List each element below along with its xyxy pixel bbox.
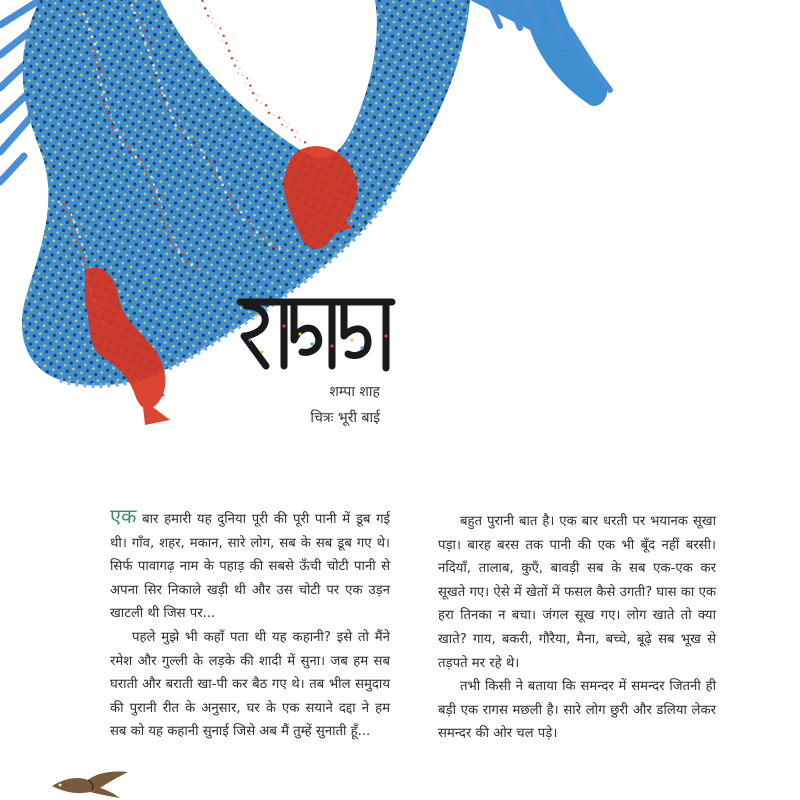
paragraph: बहुत पुरानी बात है। एक बार धरती पर भयानक सूखा पड़ा। बारह बरस तक पानी की एक भी बूँद नहीं बरसी। नदियाँ, तालाब, कुएँ, बावड़ी सब के सब एक-एक कर सूखते गए। ऐसे में खेतों में फसल कैसे उगती? घास का एक हरा तिनका न बचा। जंगल सूख गए। लोग खाते तो क्या खाते? गाय, बकरी, गौरैया, मैना, बच्चे, बूढ़े सब भूख से तड़पते मर रहे थे।	[438, 514, 716, 671]
paragraph	[110, 506, 390, 626]
paragraph: पहले मुझे भी कहाँ पता थी यह कहानी? इसे तो मैंने रमेश और गुल्ली के लड़के की शादी में सुना। जब हम सब घराती और बराती खा-पी कर बैठ गए थे। तब भील समुदाय की पुरानी रीत के अनुसार, घर के एक सयाने दद्दा ने हम सब को यह कहानी सुनाई जिसे अब मैं तुम्हें सुनाती हूँ...	[110, 629, 390, 740]
story-title-art	[236, 296, 396, 374]
author-name: शम्पा शाह	[329, 384, 380, 400]
paragraph: तभी किसी ने बताया कि समन्दर में समन्दर जितनी ही बड़ी एक रागस मछली है। सारे लोग छुरी और डलिया लेकर समन्दर की ओर चल पड़े।	[438, 679, 716, 742]
paragraph-text: बार हमारी यह दुनिया पूरी की पूरी पानी में डूब गई थी। गाँव, शहर, मकान, सारे लोग, सब के सब डूब गए थे। सिर्फ पावागढ़ नाम के पहाड़ की सबसे ऊँची चोटी पानी से अपना सिर निकाले खड़ी थी और उस चोटी पर एक उड़न खाटली थी जिस पर...	[110, 512, 390, 622]
story-column-left	[110, 506, 390, 744]
story-column-right	[438, 510, 716, 746]
eagle-icon	[50, 766, 130, 800]
drop-cap-word: एक	[110, 504, 137, 528]
illustrator-credit: चित्रः भूरी बाई	[310, 410, 380, 426]
